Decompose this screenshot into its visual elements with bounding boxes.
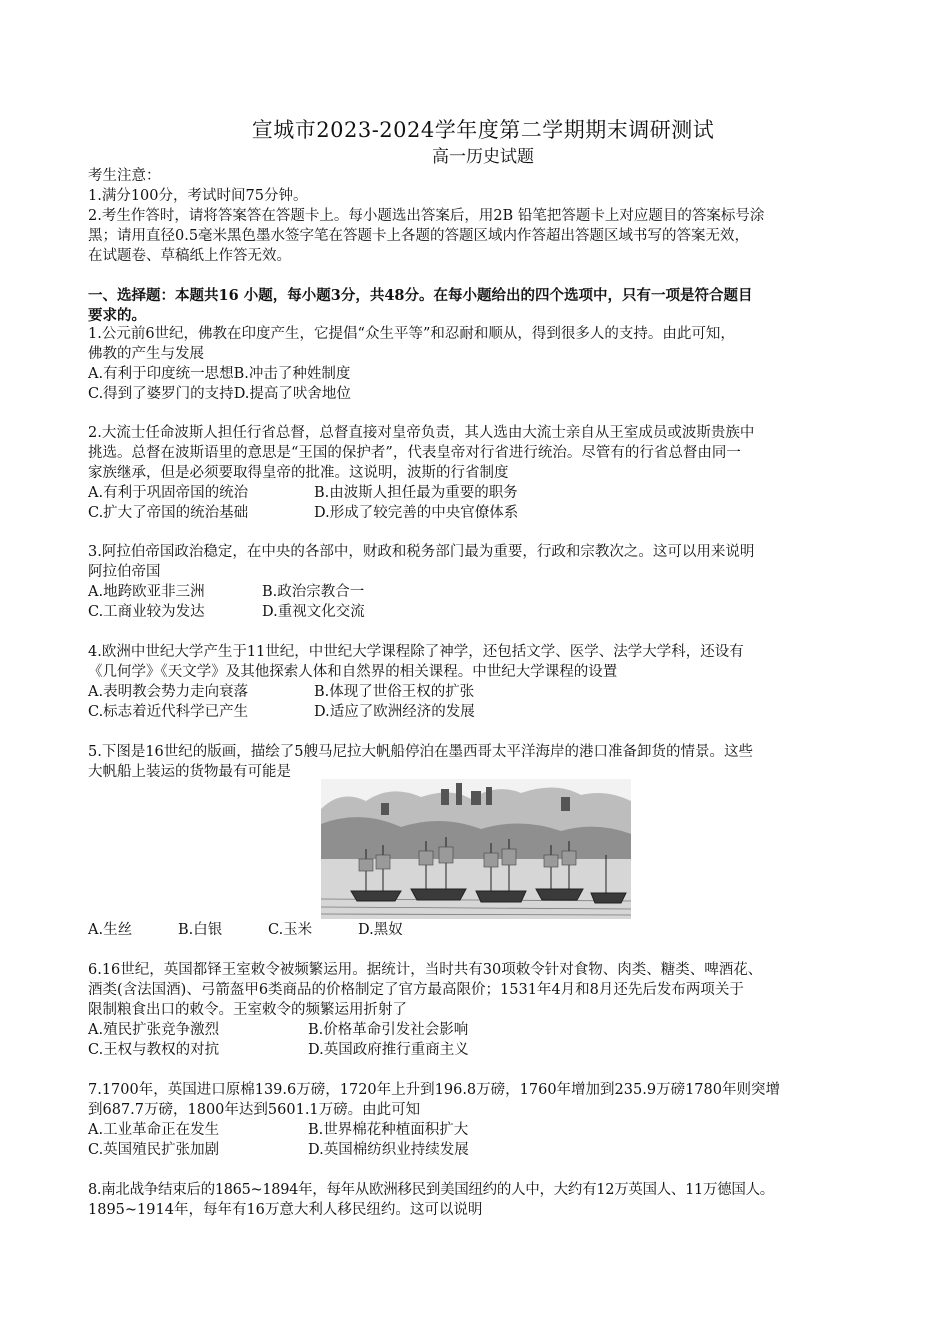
question-2 (88, 423, 878, 523)
section-1-line-2: 要求的。 (88, 307, 146, 324)
question-stem-line: 1.公元前6世纪，佛教在印度产生，它提倡“众生平等”和忍耐和顺从，得到很多人的支持。由此可知， (88, 326, 735, 342)
option-a[interactable]: A.表明教会势力走向衰落 (88, 684, 249, 700)
question-stem-line: 3.阿拉伯帝国政治稳定，在中央的各部中，财政和税务部门最为重要，行政和宗教次之。这可以用来说明 (88, 544, 755, 560)
option-c[interactable]: C.标志着近代科学已产生 (88, 704, 249, 720)
question-stem-line: 佛教的产生与发展 (88, 346, 204, 362)
notice-item-1: 1.满分100分，考试时间75分钟。 (88, 188, 308, 204)
exam-subtitle: 高一历史试题 (432, 147, 534, 167)
question-1 (88, 324, 878, 404)
question-stem-line: 限制粮食出口的敕令。王室敕令的频繁运用折射了 (88, 1002, 407, 1018)
option-c[interactable]: C.扩大了帝国的统治基础 (88, 505, 249, 521)
question-stem-line: 酒类(含法国酒)、弓箭盔甲6类商品的价格制定了官方最高限价；1531年4月和8月还先后发布两项关于 (88, 982, 744, 998)
option-c[interactable]: C.王权与教权的对抗 (88, 1042, 220, 1058)
question-stem-line: 大帆船上装运的货物最有可能是 (88, 764, 291, 780)
option-c[interactable]: C.玉米 (268, 922, 313, 938)
notice-item-2-line-2: 黑；请用直径0.5毫米黑色墨水签字笔在答题卡上各题的答题区域内作答超出答题区域书写的答案无效， (88, 228, 750, 244)
galleon-engraving-image (321, 779, 631, 919)
question-stem-line: 5.下图是16世纪的版画，描绘了5艘马尼拉大帆船停泊在墨西哥太平洋海岸的港口准备卸货的情景。这些 (88, 744, 754, 760)
question-4 (88, 642, 878, 722)
question-stem-line: 4.欧洲中世纪大学产生于11世纪，中世纪大学课程除了神学，还包括文学、医学、法学大学科，还设有 (88, 644, 744, 660)
option-b[interactable]: B.白银 (178, 922, 223, 938)
option-b[interactable]: B.体现了世俗王权的扩张 (314, 684, 475, 700)
question-5 (88, 742, 878, 782)
option-b[interactable]: B.冲击了种姓制度 (233, 366, 351, 382)
option-b[interactable]: B.政治宗教合一 (262, 584, 365, 600)
option-c[interactable]: C.英国殖民扩张加剧 (88, 1142, 220, 1158)
option-a[interactable]: A.地跨欧亚非三洲 (88, 584, 205, 600)
option-d[interactable]: D.适应了欧洲经济的发展 (314, 704, 475, 720)
question-stem-line: 挑选。总督在波斯语里的意思是“王国的保护者”，代表皇帝对行省进行统治。尽管有的行省总督由同一 (88, 445, 741, 461)
question-stem-line: 阿拉伯帝国 (88, 564, 161, 580)
option-a[interactable]: A.生丝 (88, 922, 133, 938)
option-c[interactable]: C.得到了婆罗门的支持 (88, 386, 234, 402)
question-stem-line: 8.南北战争结束后的1865~1894年，每年从欧洲移民到美国纽约的人中，大约有12万英国人、11万德国人。 (88, 1182, 774, 1198)
option-b[interactable]: B.世界棉花种植面积扩大 (308, 1122, 469, 1138)
option-a[interactable]: A.有利于巩固帝国的统治 (88, 485, 249, 501)
option-d[interactable]: D.英国棉纺织业持续发展 (308, 1142, 469, 1158)
question-5-options (88, 920, 878, 940)
option-d[interactable]: D.重视文化交流 (262, 604, 365, 620)
option-d[interactable]: D.黑奴 (358, 922, 403, 938)
section-1-line-1: 一、选择题：本题共16 小题，每小题3分，共48分。在每小题给出的四个选项中，只有一项是符合题目 (88, 287, 753, 304)
question-stem-line: 家族继承，但是必须要取得皇帝的批准。这说明，波斯的行省制度 (88, 465, 509, 481)
question-stem-line: 到687.7万磅，1800年达到5601.1万磅。由此可知 (88, 1102, 421, 1118)
notice-heading: 考生注意： (88, 168, 161, 184)
section-1-heading (88, 286, 878, 326)
option-a[interactable]: A.有利于印度统一思想 (88, 366, 234, 382)
notice-block (88, 166, 878, 266)
option-c[interactable]: C.工商业较为发达 (88, 604, 205, 620)
question-stem-line: 《几何学》《天文学》及其他探索人体和自然界的相关课程。中世纪大学课程的设置 (88, 664, 618, 680)
question-stem-line: 1895~1914年，每年有16万意大利人移民纽约。这可以说明 (88, 1202, 483, 1218)
question-stem-line: 2.大流士任命波斯人担任行省总督，总督直接对皇帝负责，其人选由大流士亲自从王室成员或波斯贵族中 (88, 425, 755, 441)
option-d[interactable]: D.英国政府推行重商主义 (308, 1042, 469, 1058)
notice-item-2-line-1: 2.考生作答时，请将答案答在答题卡上。每小题选出答案后，用2B 铅笔把答题卡上对应题目的答案标号涂 (88, 208, 765, 224)
option-d[interactable]: D.形成了较完善的中央官僚体系 (314, 505, 519, 521)
question-stem-line: 7.1700年，英国进口原棉139.6万磅，1720年上升到196.8万磅，1760年增加到235.9万磅1780年则突增 (88, 1082, 780, 1098)
exam-title: 宣城市2023-2024学年度第二学期期末调研测试 (251, 118, 715, 142)
option-d[interactable]: D.提高了吠舍地位 (233, 386, 351, 402)
option-a[interactable]: A.工业革命正在发生 (88, 1122, 220, 1138)
notice-item-2-line-3: 在试题卷、草稿纸上作答无效。 (88, 248, 291, 264)
question-8 (88, 1180, 878, 1220)
option-b[interactable]: B.由波斯人担任最为重要的职务 (314, 485, 518, 501)
option-a[interactable]: A.殖民扩张竞争激烈 (88, 1022, 220, 1038)
question-6 (88, 960, 878, 1060)
question-stem-line: 6.16世纪，英国都铎王室敕令被频繁运用。据统计，当时共有30项敕令针对食物、肉类、糖类、啤酒花、 (88, 962, 763, 978)
question-7 (88, 1080, 878, 1160)
option-b[interactable]: B.价格革命引发社会影响 (308, 1022, 469, 1038)
question-3 (88, 542, 878, 622)
